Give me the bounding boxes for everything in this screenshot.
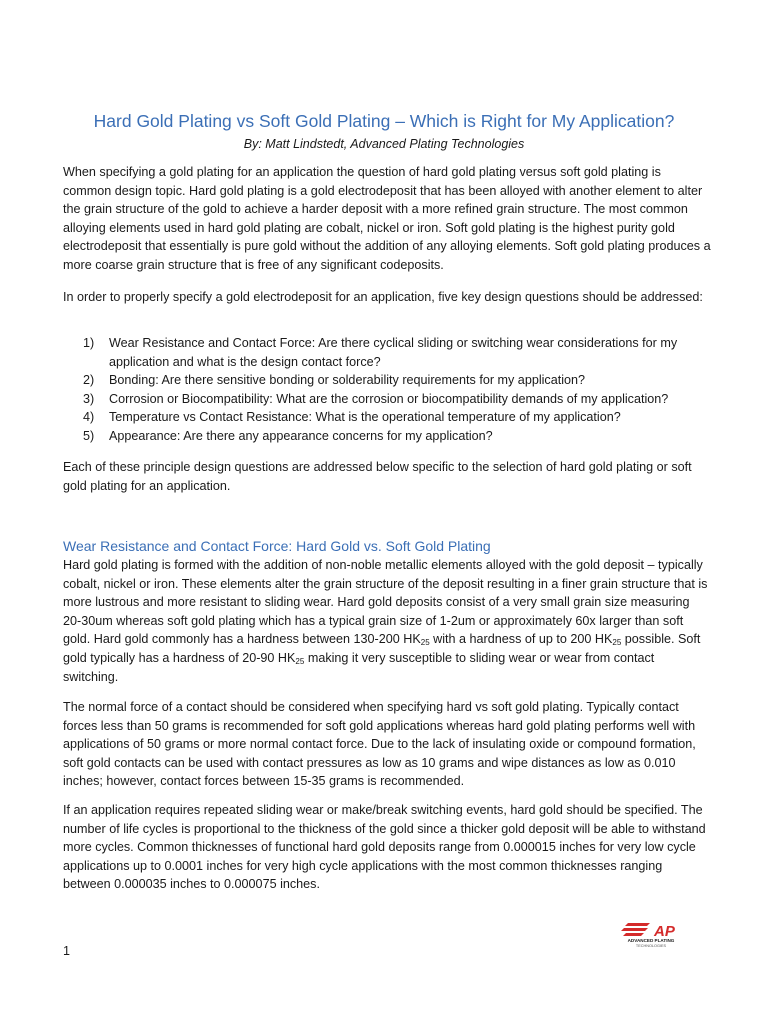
wear-paragraph-1: Hard gold plating is formed with the addition of non-noble metallic elements alloyed with the gold deposit – typically cobalt, nickel or iron. These elements alter the grain structure of the deposit resulting in a finer grain structure that is more lustrous and more resistant to sliding wear. Hard gold deposits consist of a very small grain size measuring 20-30um whereas soft gold plating which has a typical grain size of 1-2um or approximately 60x larger than soft gold. Hard gold commonly has a hardness between 130-200 $HK_{25}$ with a hardness of up to 200 $HK_{25}$ possible. Soft gold typically has a hardness of 20-90 $HK_{25}$ making it very susceptible to sliding wear or wear from contact switching. xyxy=(63,558,708,684)
list-number: 2) xyxy=(83,373,95,388)
list-number: 3) xyxy=(83,391,95,406)
wear-paragraph-2: The normal force of a contact should be considered when specifying hard vs soft gold plating. Typically contact forces less than 50 grams is recommended for soft gold applications whereas hard gold plating performs well with applications of 50 grams or more normal contact force. Due to the lack of insulating oxide or compound formation, soft gold contacts can be used with contact pressures as low as 10 grams and wipe distances as low as 0.010 inches; however, contact forces between 15-35 grams is recommended. xyxy=(63,700,696,789)
design-questions-list xyxy=(83,334,703,446)
list-item xyxy=(83,334,703,371)
list-item xyxy=(83,371,703,390)
logo-line1: ADVANCED PLATING xyxy=(627,938,675,943)
list-number: 5) xyxy=(83,428,95,443)
document-title: Hard Gold Plating vs Soft Gold Plating – Which is Right for My Application? xyxy=(93,111,675,131)
list-item-text: Temperature vs Contact Resistance: What is the operational temperature of my application? xyxy=(109,410,621,425)
author-byline: By: Matt Lindstedt, Advanced Plating Technologies xyxy=(243,137,525,151)
list-item-text: Corrosion or Biocompatibility: What are the corrosion or biocompatibility demands of my application? xyxy=(109,391,669,406)
logo-mark: AP xyxy=(654,923,675,940)
advanced-plating-logo xyxy=(620,921,682,949)
section-heading: Wear Resistance and Contact Force: Hard Gold vs. Soft Gold Plating xyxy=(63,538,491,554)
list-number: 1) xyxy=(83,336,95,350)
page-number: 1 xyxy=(63,944,71,958)
list-item xyxy=(83,408,703,427)
list-item-text: Appearance: Are there any appearance concerns for my application? xyxy=(109,428,493,443)
list-item xyxy=(83,427,703,446)
logo-stripes xyxy=(621,923,650,936)
questions-intro-paragraph: In order to properly specify a gold electrodeposit for an application, five key design questions should be addressed: xyxy=(63,290,703,304)
logo-line2: TECHNOLOGIES xyxy=(635,944,667,948)
intro-paragraph: When specifying a gold plating for an application the question of hard gold plating versus soft gold plating is common design topic. Hard gold plating is a gold electrodeposit that has been alloyed with another element to alter the grain structure of the gold to achieve a harder deposit with a more refined grain structure. The most common alloying elements used in hard gold plating are cobalt, nickel or iron. Soft gold plating is the highest purity gold electrodeposit that essentially is pure gold without the addition of any alloying elements. Soft gold plating produces a more coarse grain structure that is free of any significant codeposits. xyxy=(63,165,711,272)
list-item xyxy=(83,390,703,409)
list-item-text: Bonding: Are there sensitive bonding or solderability requirements for my application? xyxy=(109,373,586,388)
wear-paragraph-3: If an application requires repeated sliding wear or make/break switching events, hard gold should be specified. The number of life cycles is proportional to the thickness of the gold since a thicker gold deposit will be able to withstand more cycles. Common thicknesses of functional hard gold deposits range from 0.000015 inches for very low cycle applications up to 0.0001 inches for very high cycle applications with the most common thicknesses ranging between 0.000035 inches to 0.000075 inches. xyxy=(63,803,706,892)
list-item-text: Wear Resistance and Contact Force: Are there cyclical sliding or switching wear considerations for my application and what is the design contact force? xyxy=(109,336,678,369)
questions-outro-paragraph: Each of these principle design questions are addressed below specific to the selection of hard gold plating or soft gold plating for an application. xyxy=(63,460,692,493)
list-number: 4) xyxy=(83,410,95,425)
